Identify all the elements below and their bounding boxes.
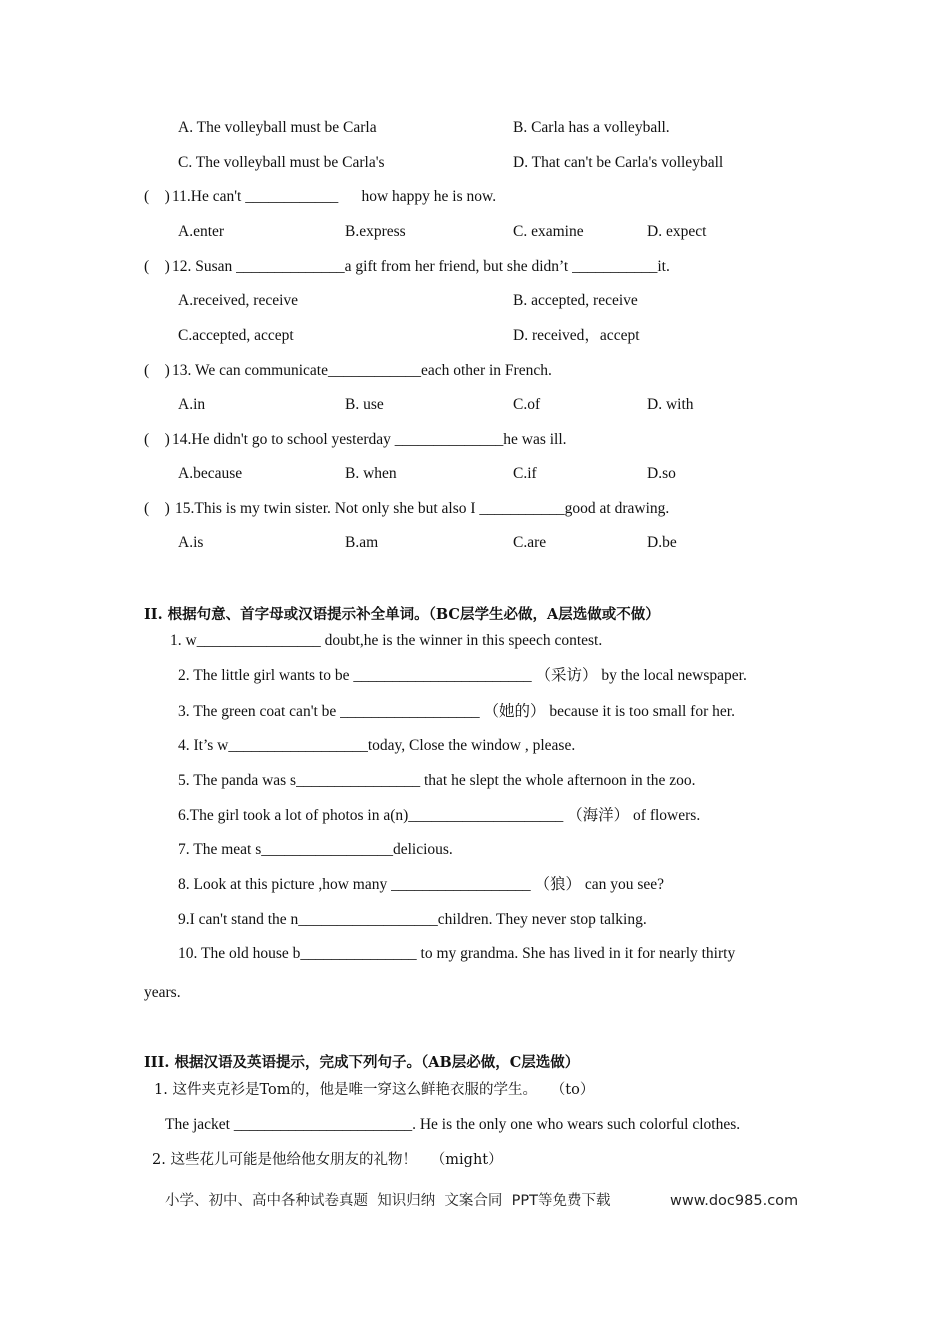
q13-option-a: A.in bbox=[178, 396, 206, 413]
q11-answer-paren: ( ) bbox=[144, 188, 170, 205]
q14-option-a: A.because bbox=[178, 465, 243, 482]
footer-url[interactable]: www.doc985.com bbox=[670, 1193, 799, 1209]
footer-ad-text: 小学、初中、高中各种试卷真题 知识归纳 文案合同 PPT等免费下载 bbox=[165, 1193, 611, 1209]
q15-answer-paren: ( ) bbox=[144, 500, 170, 517]
q15-stem: 15.This is my twin sister. Not only she but also I ___________good at drawing. bbox=[175, 500, 670, 517]
q14-option-c: C.if bbox=[513, 465, 537, 482]
q11-stem: 11.He can't ____________ how happy he is now. bbox=[172, 188, 497, 205]
section-3-title: III. 根据汉语及英语提示，完成下列句子。（AB层必做，C层选做） bbox=[144, 1054, 580, 1071]
section-2-title: II. 根据句意、首字母或汉语提示补全单词。（BC层学生必做，A层选做或不做） bbox=[144, 606, 660, 623]
q12-option-b: B. accepted, receive bbox=[513, 292, 638, 309]
section-3-item-chinese: 2. 这些花儿可能是他给他女朋友的礼物！ （might） bbox=[152, 1152, 503, 1168]
section-2-item: 2. The little girl wants to be _______________________ （采访） by the local newspaper. bbox=[178, 667, 747, 684]
q13-answer-paren: ( ) bbox=[144, 362, 170, 379]
q14-answer-paren: ( ) bbox=[144, 431, 170, 448]
q15-option-a: A.is bbox=[178, 534, 204, 551]
section-2-item-continuation: years. bbox=[144, 984, 181, 1001]
q10-option-a: A. The volleyball must be Carla bbox=[178, 119, 377, 136]
q12-stem: 12. Susan ______________a gift from her friend, but she didn’t ___________it. bbox=[172, 258, 670, 275]
section-2-item: 3. The green coat can't be __________________ （她的） because it is too small for her. bbox=[178, 703, 735, 720]
q13-option-d: D. with bbox=[647, 396, 694, 413]
section-2-item: 4. It’s w__________________today, Close the window , please. bbox=[178, 737, 576, 754]
section-2-item: 8. Look at this picture ,how many __________________ （狼） can you see? bbox=[178, 876, 665, 893]
q15-option-b: B.am bbox=[345, 534, 379, 551]
section-2-item: 1. w________________ doubt,he is the winner in this speech contest. bbox=[170, 632, 603, 649]
q13-option-b: B. use bbox=[345, 396, 384, 413]
q10-option-d: D. That can't be Carla's volleyball bbox=[513, 154, 724, 171]
q13-stem: 13. We can communicate____________each other in French. bbox=[172, 362, 552, 379]
q11-option-b: B.express bbox=[345, 223, 406, 240]
q13-option-c: C.of bbox=[513, 396, 541, 413]
section-2-item: 10. The old house b_______________ to my grandma. She has lived in it for nearly thirty bbox=[178, 945, 736, 962]
section-2-item: 6.The girl took a lot of photos in a(n)____________________ （海洋） of flowers. bbox=[178, 807, 701, 824]
q11-option-d: D. expect bbox=[647, 223, 707, 240]
section-2-item: 7. The meat s_________________delicious. bbox=[178, 841, 453, 858]
q14-option-b: B. when bbox=[345, 465, 397, 482]
section-3-item-chinese: 1. 这件夹克衫是Tom的，他是唯一穿这么鲜艳衣服的学生。 （to） bbox=[154, 1082, 595, 1098]
section-2-item: 9.I can't stand the n__________________children. They never stop talking. bbox=[178, 911, 647, 928]
section-3-item-english: The jacket _______________________. He is the only one who wears such colorful clothes. bbox=[165, 1116, 741, 1133]
q10-option-c: C. The volleyball must be Carla's bbox=[178, 154, 385, 171]
q15-option-c: C.are bbox=[513, 534, 547, 551]
section-2-item: 5. The panda was s________________ that he slept the whole afternoon in the zoo. bbox=[178, 772, 696, 789]
q12-option-d: D. received，accept bbox=[513, 327, 640, 344]
q14-option-d: D.so bbox=[647, 465, 676, 482]
q12-option-c: C.accepted, accept bbox=[178, 327, 294, 344]
q12-option-a: A.received, receive bbox=[178, 292, 299, 309]
q12-answer-paren: ( ) bbox=[144, 258, 170, 275]
q10-option-b: B. Carla has a volleyball. bbox=[513, 119, 670, 136]
q11-option-a: A.enter bbox=[178, 223, 225, 240]
q11-option-c: C. examine bbox=[513, 223, 584, 240]
q15-option-d: D.be bbox=[647, 534, 677, 551]
q14-stem: 14.He didn't go to school yesterday ______________he was ill. bbox=[172, 431, 567, 448]
